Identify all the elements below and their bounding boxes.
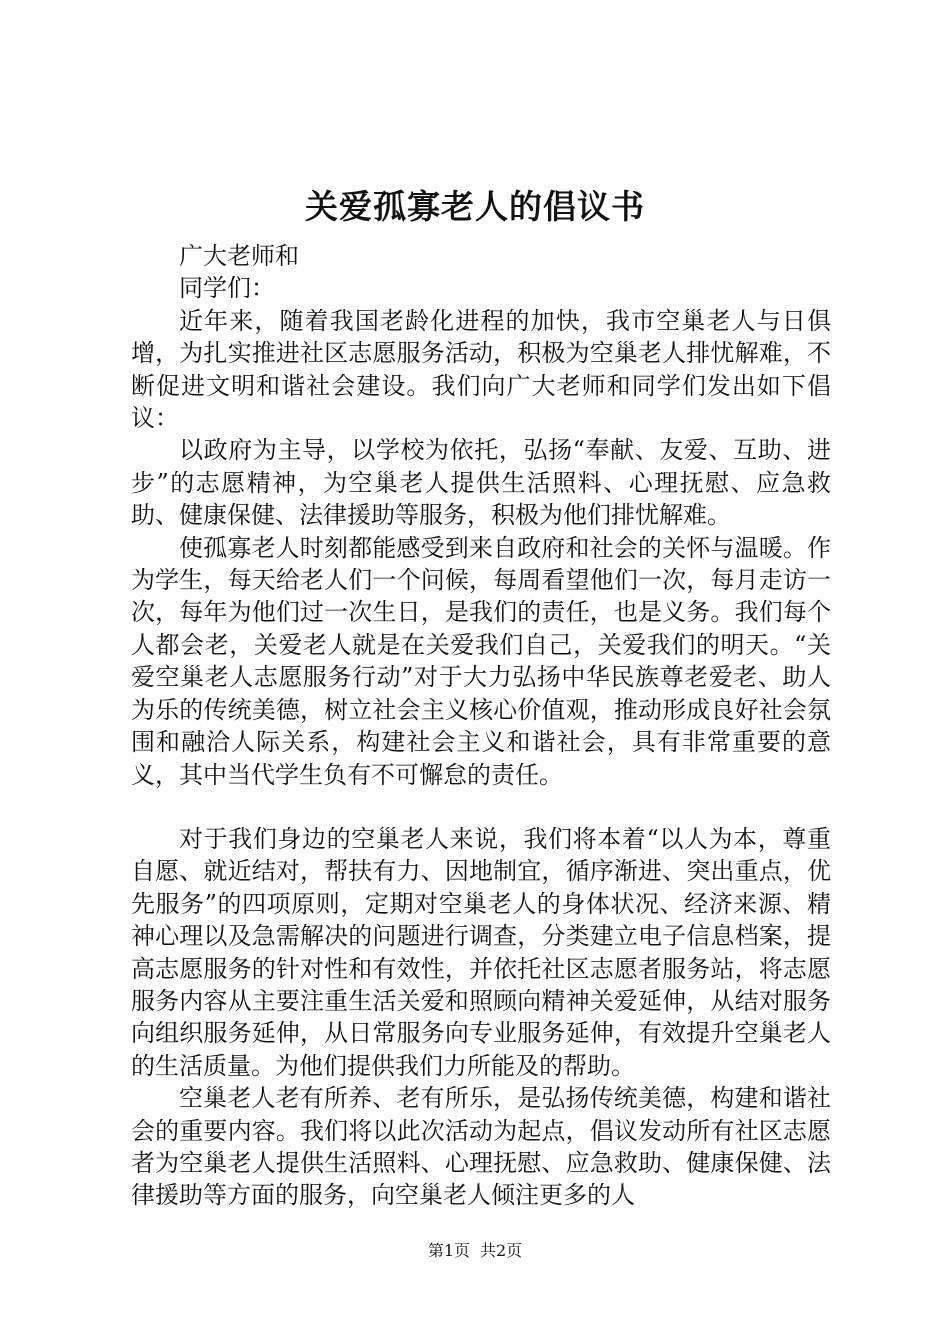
salutation-line: 广大老师和 [179, 242, 299, 270]
paragraph: 近年来，随着我国老龄化进程的加快，我市空巢老人与日俱增，为扎实推进社区志愿服务活动，积极为空巢老人排忧解难，不断促进文明和谐社会建设。我们向广大老师和同学们发出如下倡议： [131, 306, 831, 433]
page-total: 共2页 [480, 1241, 523, 1260]
page-footer [0, 1240, 950, 1262]
paragraph: 对于我们身边的空巢老人来说，我们将本着“以人为本，尊重自愿、就近结对，帮扶有力、因地制宜，循序渐进、突出重点，优先服务”的四项原则，定期对空巢老人的身体状况、经济来源、精神心理以及急需解决的问题进行调查，分类建立电子信息档案，提高志愿服务的针对性和有效性，并依托社区志愿者服务站，将志愿服务内容从主要注重生活关爱和照顾向精神关爱延伸，从结对服务向组织服务延伸，从日常服务向专业服务延伸，有效提升空巢老人的生活质量。为他们提供我们力所能及的帮助。 [131, 824, 831, 1080]
salutation-line: 同学们： [179, 274, 275, 303]
document-title: 关爱孤寡老人的倡议书 [305, 187, 645, 226]
paragraph: 以政府为主导，以学校为依托，弘扬“奉献、友爱、互助、进步”的志愿精神，为空巢老人提供生活照料、心理抚慰、应急救助、健康保健、法律援助等服务，积极为他们排忧解难。 [131, 436, 831, 530]
page-number: 第1页 [427, 1241, 470, 1260]
paragraph: 空巢老人老有所养、老有所乐，是弘扬传统美德，构建和谐社会的重要内容。我们将以此次活动为起点，倡议发动所有社区志愿者为空巢老人提供生活照料、心理抚慰、应急救助、健康保健、法律援助等方面的服务，向空巢老人倾注更多的人 [131, 1084, 831, 1210]
document-body [131, 240, 831, 1212]
paragraph: 使孤寡老人时刻都能感受到来自政府和社会的关怀与温暖。作为学生，每天给老人们一个问候，每周看望他们一次，每月走访一次，每年为他们过一次生日，是我们的责任，也是义务。我们每个人都会老，关爱老人就是在关爱我们自己，关爱我们的明天。“关爱空巢老人志愿服务行动”对于大力弘扬中华民族尊老爱老、助人为乐的传统美德，树立社会主义核心价值观，推动形成良好社会氛围和融洽人际关系，构建社会主义和谐社会，具有非常重要的意义，其中当代学生负有不可懈怠的责任。 [131, 533, 831, 789]
